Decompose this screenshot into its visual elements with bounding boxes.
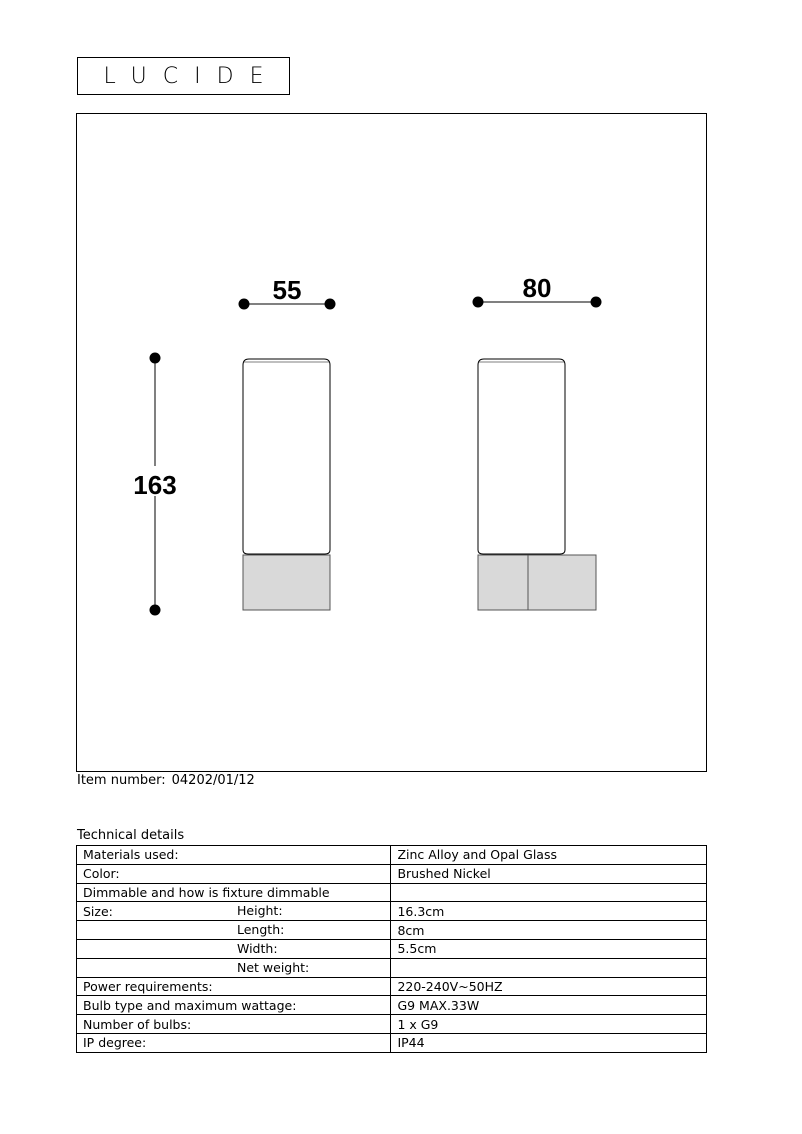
dimension-dot xyxy=(473,297,484,308)
table-row xyxy=(77,958,707,977)
dimension-dot xyxy=(239,299,250,310)
brand-logo-text: LUCIDE xyxy=(103,63,280,89)
spec-label xyxy=(77,958,391,977)
brand-logo xyxy=(77,57,290,95)
item-number xyxy=(77,773,255,788)
height-dimension xyxy=(127,353,183,616)
table-row xyxy=(77,996,707,1015)
spec-label xyxy=(77,996,391,1015)
width-side-label: 80 xyxy=(522,273,552,303)
spec-value: IP44 xyxy=(391,1033,707,1052)
spec-label xyxy=(77,846,391,865)
spec-sublabel: Height: xyxy=(237,903,283,919)
table-row xyxy=(77,902,707,921)
table-row xyxy=(77,1033,707,1052)
spec-sublabel: Net weight: xyxy=(237,959,310,975)
width-front-label: 55 xyxy=(272,275,302,305)
spec-label-text: Size: xyxy=(83,903,113,919)
table-row xyxy=(77,977,707,996)
spec-label-text: Color: xyxy=(83,866,120,882)
technical-details-table xyxy=(76,845,707,1053)
spec-label xyxy=(77,921,391,940)
spec-label-text: Dimmable and how is fixture dimmable xyxy=(83,884,330,900)
spec-sublabel: Length: xyxy=(237,922,285,938)
table-row xyxy=(77,1015,707,1034)
spec-value: 8cm xyxy=(391,921,707,940)
table-row xyxy=(77,864,707,883)
spec-label xyxy=(77,864,391,883)
spec-value xyxy=(391,883,707,902)
spec-label-text: Power requirements: xyxy=(83,978,213,994)
spec-label xyxy=(77,939,391,958)
spec-value: 1 x G9 xyxy=(391,1015,707,1034)
spec-sublabel: Width: xyxy=(237,940,278,956)
width-front-dimension xyxy=(239,275,336,310)
spec-value: 220-240V~50HZ xyxy=(391,977,707,996)
technical-drawing xyxy=(76,113,707,772)
spec-value: Zinc Alloy and Opal Glass xyxy=(391,846,707,865)
side-view-fixture xyxy=(478,359,596,610)
dimension-dot xyxy=(591,297,602,308)
table-row xyxy=(77,846,707,865)
spec-label-text: IP degree: xyxy=(83,1035,147,1051)
table-row xyxy=(77,883,707,902)
spec-label-text: Number of bulbs: xyxy=(83,1016,192,1032)
spec-label xyxy=(77,1033,391,1052)
table-row xyxy=(77,921,707,940)
dimension-dot xyxy=(325,299,336,310)
dimension-dot xyxy=(150,605,161,616)
item-number-value: 04202/01/12 xyxy=(171,773,255,788)
spec-label xyxy=(77,977,391,996)
front-view-fixture xyxy=(243,359,330,610)
width-side-dimension xyxy=(473,273,602,308)
spec-value: Brushed Nickel xyxy=(391,864,707,883)
spec-value: G9 MAX.33W xyxy=(391,996,707,1015)
spec-label-text: Materials used: xyxy=(83,847,179,863)
spec-label xyxy=(77,1015,391,1034)
technical-details-title: Technical details xyxy=(77,828,185,843)
item-number-label: Item number: xyxy=(77,773,166,788)
height-label: 163 xyxy=(133,470,177,500)
spec-label-text: Bulb type and maximum wattage: xyxy=(83,997,297,1013)
table-row xyxy=(77,939,707,958)
spec-value xyxy=(391,958,707,977)
dimension-dot xyxy=(150,353,161,364)
spec-value: 16.3cm xyxy=(391,902,707,921)
spec-value: 5.5cm xyxy=(391,939,707,958)
spec-label xyxy=(77,883,391,902)
spec-label xyxy=(77,902,391,921)
dimension-drawing xyxy=(77,114,708,773)
